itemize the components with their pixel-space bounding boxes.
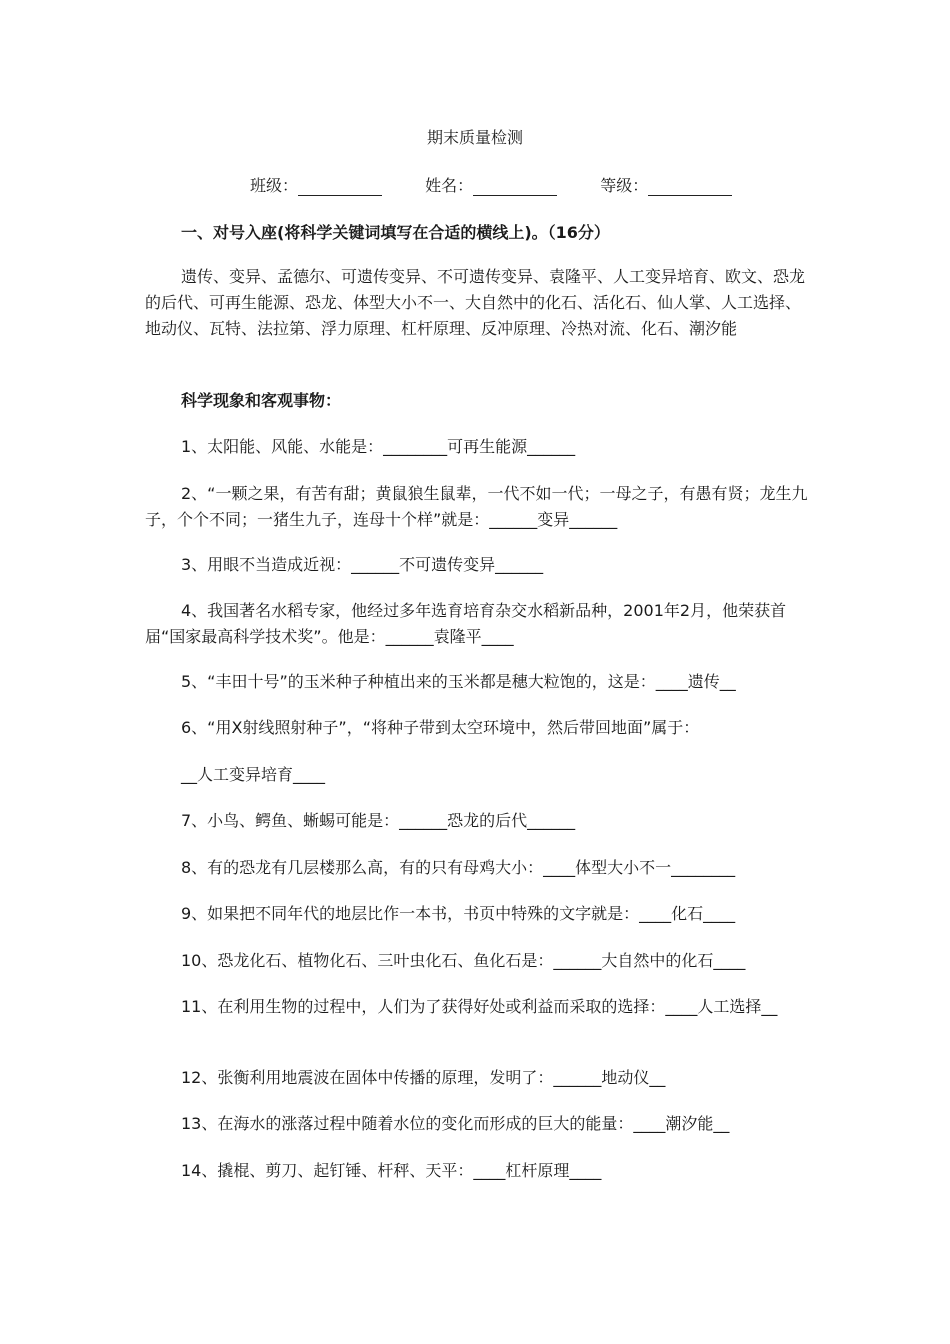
question-item: 13、在海水的涨落过程中随着水位的变化而形成的巨大的能量：____潮汐能__ <box>181 1114 730 1133</box>
page-title: 期末质量检测 <box>426 128 523 147</box>
question-item: __人工变异培育____ <box>181 765 326 784</box>
student-info-row <box>250 173 770 196</box>
keyword-list: 遗传、变异、孟德尔、可遗传变异、不可遗传变异、袁隆平、人工变异培育、欧文、恐龙的后代、可再生能源、恐龙、体型大小不一、大自然中的化石、活化石、仙人掌、人工选择、地动仪、瓦特、法拉第、浮力原理、杠杆原理、反冲原理、冷热对流、化石、潮汐能 <box>145 267 806 338</box>
class-field <box>250 173 382 196</box>
question-item: 12、张衡利用地震波在固体中传播的原理，发明了：______地动仪__ <box>181 1068 666 1087</box>
section-subheading: 科学现象和客观事物： <box>181 391 342 410</box>
class-blank <box>298 179 382 196</box>
question-item: 6、“用X射线照射种子”，“将种子带到太空环境中，然后带回地面”属于： <box>181 718 700 737</box>
name-blank <box>473 179 557 196</box>
question-item: 4、我国著名水稻专家，他经过多年选育培育杂交水稻新品种，2001年2月，他荣获首届“国家最高科学技术奖”。他是：______袁隆平____ <box>145 601 787 646</box>
grade-label: 等级： <box>600 176 649 195</box>
name-label: 姓名： <box>425 176 474 195</box>
question-item: 3、用眼不当造成近视：______不可遗传变异______ <box>181 555 544 574</box>
class-label: 班级： <box>250 176 299 195</box>
question-item: 9、如果把不同年代的地层比作一本书，书页中特殊的文字就是：____化石____ <box>181 904 736 923</box>
name-field <box>425 173 557 196</box>
question-item: 10、恐龙化石、植物化石、三叶虫化石、鱼化石是：______大自然中的化石____ <box>181 951 746 970</box>
question-item: 11、在利用生物的过程中，人们为了获得好处或利益而采取的选择：____人工选择__ <box>181 997 778 1016</box>
question-item: 8、有的恐龙有几层楼那么高，有的只有母鸡大小：____体型大小不一________ <box>181 858 736 877</box>
section-heading: 一、对号入座(将科学关键词填写在合适的横线上)。（16分） <box>181 223 610 242</box>
question-item: 7、小鸟、鳄鱼、蜥蜴可能是：______恐龙的后代______ <box>181 811 576 830</box>
grade-field <box>600 173 732 196</box>
grade-blank <box>648 179 732 196</box>
question-item: 1、太阳能、风能、水能是：________可再生能源______ <box>181 437 576 456</box>
question-item: 2、“一颗之果，有苦有甜；黄鼠狼生鼠辈，一代不如一代；一母之子，有愚有贤；龙生九子，个个不同；一猪生九子，连母十个样”就是：______变异______ <box>145 484 808 529</box>
question-item: 14、撬棍、剪刀、起钉锤、杆秤、天平：____杠杆原理____ <box>181 1161 602 1180</box>
question-item: 5、“丰田十号”的玉米种子种植出来的玉米都是穗大粒饱的，这是：____遗传__ <box>181 672 736 691</box>
